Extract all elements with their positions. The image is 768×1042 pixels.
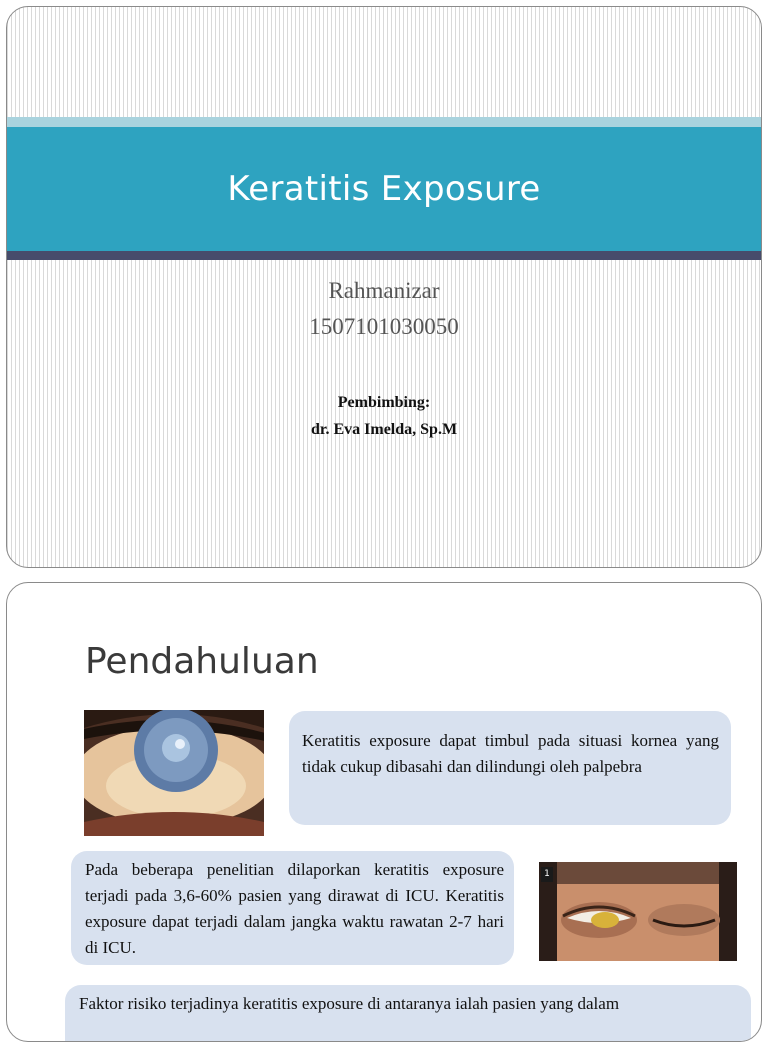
author-name: Rahmanizar	[328, 278, 440, 303]
advisor-block	[7, 389, 761, 443]
title-band-top-stripe	[7, 117, 761, 127]
patient-eyes-photo	[539, 862, 737, 961]
advisor-label: Pembimbing:	[337, 394, 431, 411]
intro-text-3: Faktor risiko terjadinya keratitis exposure di antaranya ialah pasien yang dalam	[79, 994, 620, 1013]
title-slide	[6, 6, 762, 568]
title-band-bottom-stripe	[7, 251, 761, 260]
author-id: 1507101030050	[309, 314, 459, 339]
advisor-name: dr. Eva Imelda, Sp.M	[310, 421, 458, 438]
intro-textbox-2	[71, 851, 514, 965]
intro-textbox-1	[289, 711, 731, 825]
figure-number-badge: 1	[541, 867, 553, 882]
intro-text-2: Pada beberapa penelitian dilaporkan keratitis exposure terjadi pada 3,6-60% pasien yang dirawat di ICU. Keratitis exposure dapat terjadi dalam jangka waktu rawatan 2-7 hari di ICU.	[85, 860, 504, 957]
introduction-slide	[6, 582, 762, 1042]
intro-text-1: Keratitis exposure dapat timbul pada situasi kornea yang tidak cukup dibasahi dan dilindungi oleh palpebra	[302, 731, 719, 776]
cornea-closeup-photo	[84, 710, 264, 836]
slide-title: Keratitis Exposure	[227, 169, 541, 209]
intro-textbox-3	[65, 985, 751, 1042]
title-band	[7, 127, 761, 251]
author-block	[7, 273, 761, 345]
section-heading: Pendahuluan	[85, 641, 319, 682]
